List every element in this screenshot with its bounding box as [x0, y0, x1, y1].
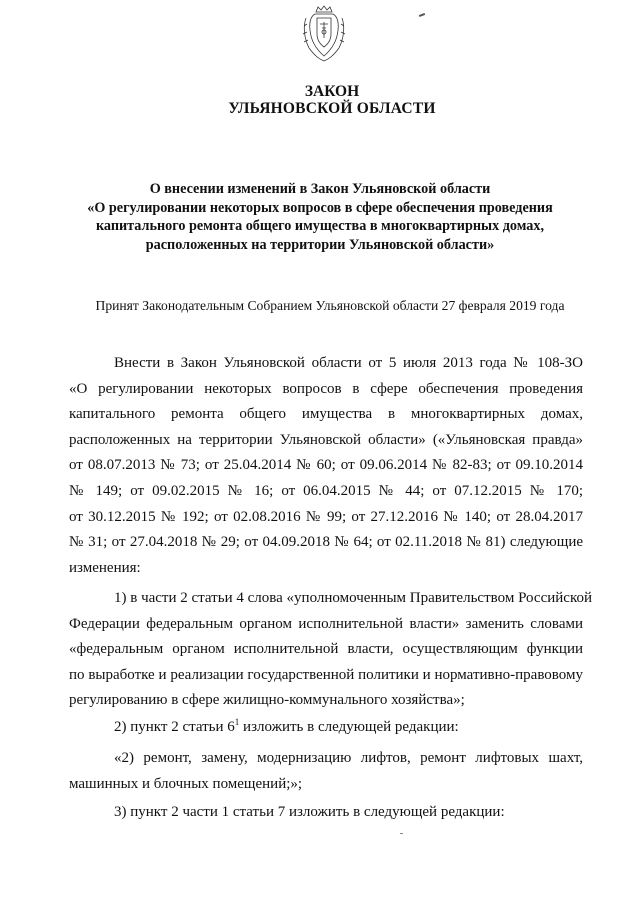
- superscript: 1: [234, 717, 240, 727]
- item-2-text-rest: изложить в следующей редакции:: [239, 719, 459, 735]
- scan-mark: [419, 13, 425, 17]
- text-line: «О регулировании некоторых вопросов в сфере обеспечения проведения: [69, 380, 583, 397]
- scan-mark: [400, 833, 403, 834]
- law-region: УЛЬЯНОВСКОЙ ОБЛАСТИ: [228, 100, 436, 117]
- item-3-paragraph: [69, 800, 583, 826]
- coat-of-arms-icon: [301, 4, 347, 64]
- text-line: 1) в части 2 статьи 4 слова «уполномоченным Правительством Российской: [114, 590, 592, 606]
- item-2-quote: [69, 746, 583, 797]
- text-line: [69, 715, 583, 741]
- item-2-text: 2) пункт 2 статьи 6: [114, 719, 235, 735]
- subject-line: расположенных на территории Ульяновской области»: [145, 236, 495, 253]
- text-line: от 08.07.2013 № 73; от 25.04.2014 № 60; от 09.06.2014 № 82-83; от 09.10.2014: [69, 457, 583, 474]
- adoption-note: Принят Законодательным Собранием Ульяновской области 27 февраля 2019 года: [95, 298, 565, 313]
- text-line: Федерации федеральным органом исполнительной власти» заменить словами: [69, 615, 583, 632]
- text-line: «федеральным органом исполнительной власти, осуществляющим функции: [69, 641, 583, 658]
- subject-line: капитального ремонта общего имущества в многоквартирных домах,: [95, 218, 545, 234]
- subject-line: О внесении изменений в Закон Ульяновской области: [149, 181, 491, 197]
- subject-line: «О регулировании некоторых вопросов в сфере обеспечения проведения: [87, 199, 553, 216]
- text-line: расположенных на территории Ульяновской области» («Ульяновская правда»: [69, 431, 583, 448]
- text-line: изменения:: [69, 559, 141, 576]
- text-line: регулированию в сфере жилищно-коммунального хозяйства»;: [69, 692, 465, 709]
- text-line: капитального ремонта общего имущества в многоквартирных домах,: [69, 406, 583, 423]
- text-line: № 149; от 09.02.2015 № 16; от 06.04.2015 № 44; от 07.12.2015 № 170;: [69, 482, 583, 499]
- text-line: «2) ремонт, замену, модернизацию лифтов, ремонт лифтовых шахт,: [114, 750, 583, 766]
- law-subject: [0, 180, 640, 254]
- law-title: ЗАКОН: [304, 83, 360, 100]
- text-line: от 30.12.2015 № 192; от 02.08.2016 № 99; от 27.12.2016 № 140; от 28.04.2017: [69, 508, 583, 525]
- item-1-paragraph: [69, 586, 592, 714]
- text-line: 3) пункт 2 части 1 статьи 7 изложить в следующей редакции:: [114, 804, 505, 820]
- text-line: машинных и блочных помещений;»;: [69, 775, 303, 792]
- text-line: Внести в Закон Ульяновской области от 5 июля 2013 года № 108-ЗО: [114, 355, 583, 371]
- text-line: № 31; от 27.04.2018 № 29; от 04.09.2018 № 64; от 02.11.2018 № 81) следующие: [69, 534, 583, 551]
- text-line: по выработке и реализации государственной политики и нормативно-правовому: [69, 666, 583, 683]
- intro-paragraph: [69, 351, 583, 581]
- item-2-paragraph: [69, 715, 583, 741]
